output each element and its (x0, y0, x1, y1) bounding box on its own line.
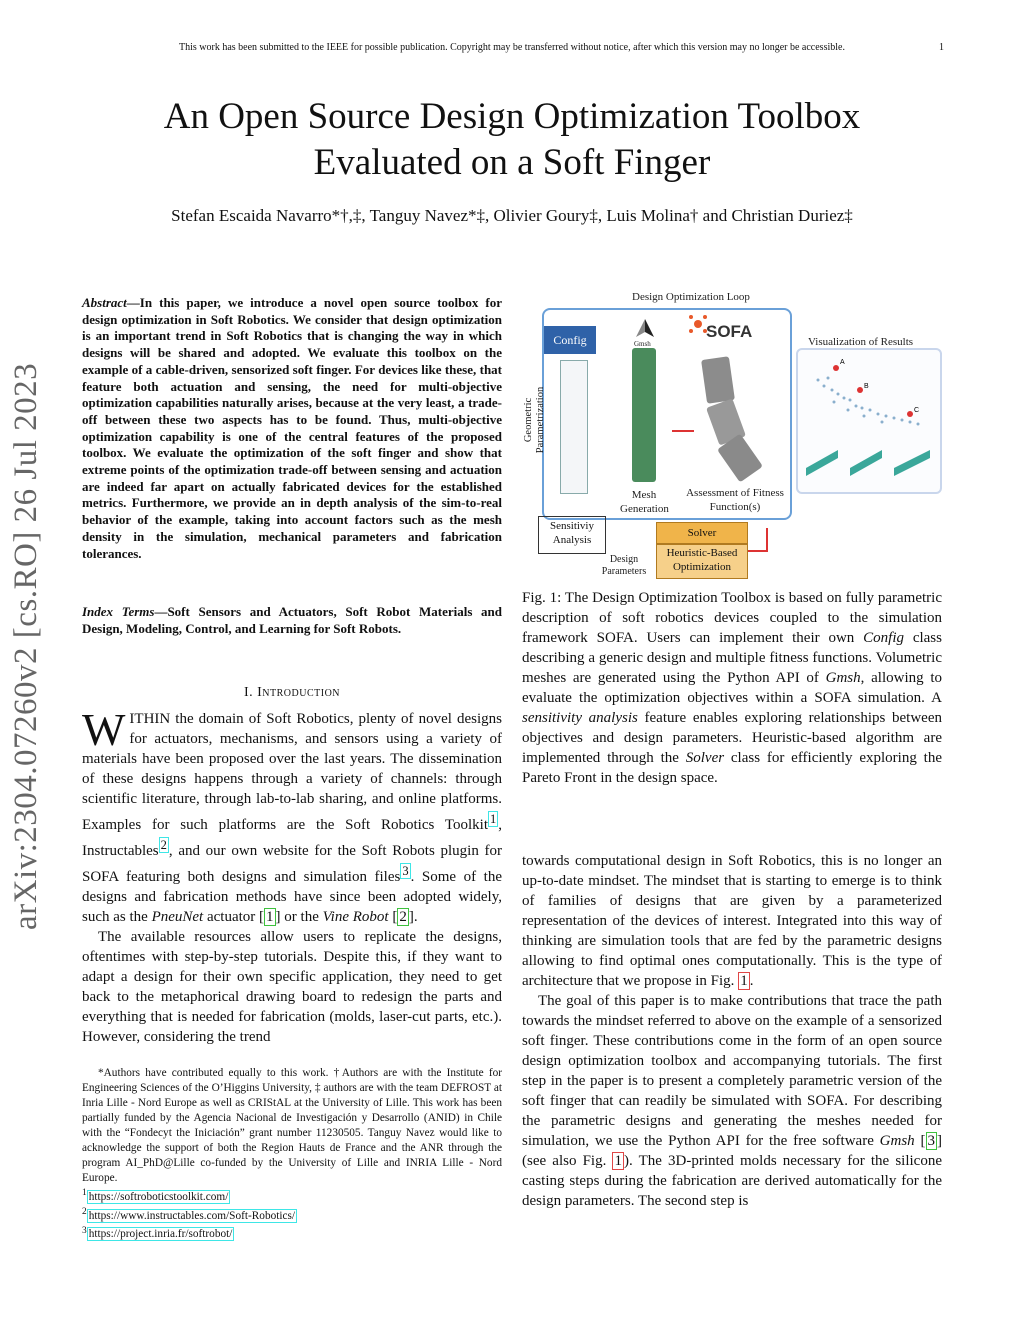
section-number: I. (243, 685, 254, 700)
caption-sensitivity: sensitivity analysis (522, 710, 638, 726)
config-box: Config (544, 326, 596, 354)
title-line-1: An Open Source Design Optimization Toolbox (163, 96, 861, 137)
pareto-point-a (833, 365, 839, 371)
assessment-label: Assessment of Fitness Function(s) (686, 487, 784, 513)
caption-text: The Design Optimization Toolbox is based on fully parametric description of soft robotics devices coupled to the simulation framework SOFA. Users can implement their own (522, 590, 942, 646)
intro-text: , Instructables (82, 817, 502, 859)
gmsh-label: Gmsh (634, 340, 651, 348)
pareto-point-b (857, 387, 863, 393)
gmsh-logo-icon (634, 318, 656, 338)
footnote-ref-2[interactable]: 2 (160, 838, 167, 852)
body-text: ] (see also Fig. (522, 1133, 942, 1169)
footnote-2 (82, 1205, 502, 1224)
arxiv-stamp: arXiv:2304.07260v2 [cs.RO] 26 Jul 2023 (8, 362, 44, 930)
footnote-url-1[interactable]: https://softroboticstoolkit.com/ (88, 1190, 229, 1203)
caption-text: feature enables exploring relationships between objectives and design parameters. Heuristic-based algorithm are implemented through the (522, 710, 942, 766)
index-terms-label: Index Terms (82, 604, 155, 619)
section-heading (82, 685, 502, 701)
body-text: ). The 3D-printed molds necessary for the silicone casting steps during the fabrication are derived automatically for the design parameters. The second step is (522, 1153, 942, 1209)
solver-box: Solver (656, 522, 748, 544)
index-terms (82, 604, 502, 637)
abstract (82, 295, 502, 562)
dropcap: W (82, 704, 126, 755)
citation-1[interactable]: 1 (266, 909, 274, 925)
footnotes (82, 1066, 502, 1242)
footnote-number: 2 (82, 1206, 87, 1217)
caption-text: , allowing to evaluate the optimization objectives within a SOFA simulation. A (522, 670, 942, 706)
abstract-text: —In this paper, we introduce a novel open source toolbox for design optimization in Soft Robotics. We consider that design optimization is an important trend in Soft Robotics that is changing the way in which designs will be shared and adopted. We evaluate this toolbox on the example of a cable-driven, sensorized soft finger. For devices like these, that feature both actuation and sensing, the need for multi-objective optimization capabilities naturally arises, because at the very least, a trade-off between these two aspects has to be found. Thus, multi-objective optimization capability is one of the central features of the proposed toolbox. We evaluate the optimization of the soft finger and show that extreme points of the optimization trade-off between sensing and actuation are indeed far apart on actually fabricated devices for the established metrics. Furthermore, we provide an in depth analysis of the sim-to-real behavior of the example, taking into account factors such as the mesh density in the simulation, mechanical parameters and fabrication tolerances. (82, 295, 502, 561)
arrow-mesh-to-sofa (672, 430, 694, 432)
intro-text: [ (388, 909, 398, 925)
pareto-scatter (798, 350, 940, 492)
caption-solver: Solver (685, 750, 725, 766)
caption-text: class describing a generic design and multiple fitness functions. Volumetric meshes are generated using the Python API of (522, 630, 942, 686)
submission-notice: This work has been submitted to the IEEE for possible publication. Copyright may be transferred without notice, after which this version may no longer be accessible. (179, 42, 845, 53)
heuristic-optimization-box: Heuristic-Based Optimization (656, 544, 748, 579)
sofa-label: SOFA (706, 322, 753, 341)
figure-ref-1[interactable]: 1 (740, 973, 748, 989)
vine-robot-term: Vine Robot (322, 909, 389, 925)
arrow-to-solver (766, 528, 768, 552)
intro-paragraph-2: The available resources allow users to replicate the designs, oftentimes with step-by-step tutorials. Despite this, if they want to adapt a design for their own specific application, they need to get back to the metaphorical drawing board to redesign the parts and everything that is needed for fabrication (molds, laser-cut parts, etc.). However, considering the trend (82, 929, 502, 1045)
intro-body (82, 704, 502, 1047)
sofa-logo-icon (688, 314, 708, 334)
intro-text: . Some of the designs and fabrication methods have since been adopted widely, such as the (82, 869, 502, 925)
body-text: . (749, 973, 754, 989)
body-text: The goal of this paper is to make contributions that trace the path towards the mindset referred to above on the example of a sensorized soft finger. These contributions come in the form of an open source design optimization toolbox and accompanying tutorials. The first step in the paper is to present a completely parametric version of the soft finger that can readily be simulated with SOFA. For describing the parametric designs and generating the meshes needed for simulation, we use the Python API for the free software (522, 993, 942, 1149)
caption-label: Fig. 1: (522, 590, 562, 606)
body-text: [ (914, 1133, 926, 1149)
abstract-label: Abstract (82, 295, 127, 310)
finger-segment-1 (701, 356, 735, 403)
index-terms-text: —Soft Sensors and Actuators, Soft Robot Materials and Design, Modeling, Control, and Learning for Soft Robots. (82, 604, 503, 636)
results-visualization (796, 348, 942, 494)
author-list: Stefan Escaida Navarro*†,‡, Tanguy Navez*‡, Olivier Goury‡, Luis Molina† and Christian Duriez‡ (171, 206, 853, 225)
right-paragraph-1 (522, 851, 942, 991)
footnote-ref-1[interactable]: 1 (490, 812, 497, 826)
right-column-body (522, 851, 942, 1211)
intro-text: , and our own website for the Soft Robots plugin for SOFA featuring both designs and simulation files (82, 843, 502, 885)
footnote-number: 3 (82, 1225, 87, 1236)
paper-title (80, 94, 944, 186)
gmsh-logo (634, 318, 656, 338)
volumetric-mesh-drawing (632, 348, 656, 482)
section-title: Introduction (257, 685, 341, 700)
point-a-label: A (840, 359, 845, 366)
caption-gmsh: Gmsh (825, 670, 861, 686)
gmsh-term: Gmsh (879, 1133, 915, 1149)
point-b-label: B (864, 383, 869, 390)
figure-1 (520, 288, 944, 580)
intro-text: ] or the (275, 909, 323, 925)
intro-text: actuator [ (203, 909, 265, 925)
title-line-2: Evaluated on a Soft Finger (313, 142, 711, 183)
pareto-point-c (907, 411, 913, 417)
pneunet-term: PneuNet (151, 909, 204, 925)
footnote-3 (82, 1224, 502, 1243)
design-parameters-label: Design Parameters (601, 554, 647, 577)
footnote-number: 1 (82, 1188, 87, 1198)
arrow-into-optimizer (748, 550, 768, 552)
affiliation-note: *Authors have contributed equally to this work. †Authors are with the Institute for Engineering Sciences of the O’Higgins University, ‡ authors are with the team DEFROST at Inria Lille - Nord Europe as well as CRIStAL at the University of Lille. This work has been partially funded by the Agencia Nacional de Investigación y Desarrollo (ANID) in Chile with the “Fondecyt the Iniciación” grant number 11230505. Tanguy Navez would like to acknowledge the support of both the Region Hauts de France and the ANR through the program AI_PhD@Lille co-funded by the University of Lille and INRIA Lille - Nord Europe. (82, 1067, 502, 1184)
parametric-finger-drawing (560, 360, 588, 494)
mesh-generation-label: Mesh Generation (620, 489, 669, 515)
geometric-parametrization-label: Geometric Parametrization (523, 386, 546, 454)
loop-label: Design Optimization Loop (632, 291, 750, 303)
intro-paragraph-1 (82, 704, 502, 927)
citation-2[interactable]: 2 (399, 909, 407, 925)
point-c-label: C (914, 407, 920, 414)
footnote-1 (82, 1186, 502, 1205)
intro-text: ]. (408, 909, 418, 925)
figure-caption (522, 588, 942, 788)
intro-text: ITHIN the domain of Soft Robotics, plenty of novel designs for actuators, mechanisms, and sensors using a variety of materials have been proposed over the last years. The dissemination of these designs happens through a variety of channels: through scientific literature, through lab-to-lab sharing, and online platforms. Examples for such platforms are the Soft Robotics Toolkit (82, 711, 502, 833)
right-paragraph-2 (522, 991, 942, 1211)
sofa-logo (688, 314, 708, 334)
page-number: 1 (939, 42, 944, 53)
footnote-ref-3[interactable]: 3 (402, 864, 409, 878)
caption-text: class for efficiently exploring the Pareto Front in the design space. (522, 750, 942, 786)
citation-3[interactable]: 3 (927, 1133, 935, 1149)
footnote-url-2[interactable]: https://www.instructables.com/Soft-Robotics/ (88, 1209, 296, 1222)
visualization-label: Visualization of Results (808, 336, 914, 348)
figure-ref-2[interactable]: 1 (614, 1153, 622, 1169)
sensitivity-analysis-box: Sensitiviy Analysis (538, 516, 606, 554)
footnote-url-3[interactable]: https://project.inria.fr/softrobot/ (88, 1228, 233, 1241)
body-text: towards computational design in Soft Robotics, this is no longer an up-to-date mindset. The mindset that is starting to emerge is to think of families of designs that are given by a parameterized representation of the devices of interest. Integrated into this way of thinking are simulation tools that are fed by the parametric designs allowing to find optimal ones computationally. This is the type of architecture that we propose in Fig. (522, 853, 942, 989)
caption-config: Config (863, 630, 904, 646)
